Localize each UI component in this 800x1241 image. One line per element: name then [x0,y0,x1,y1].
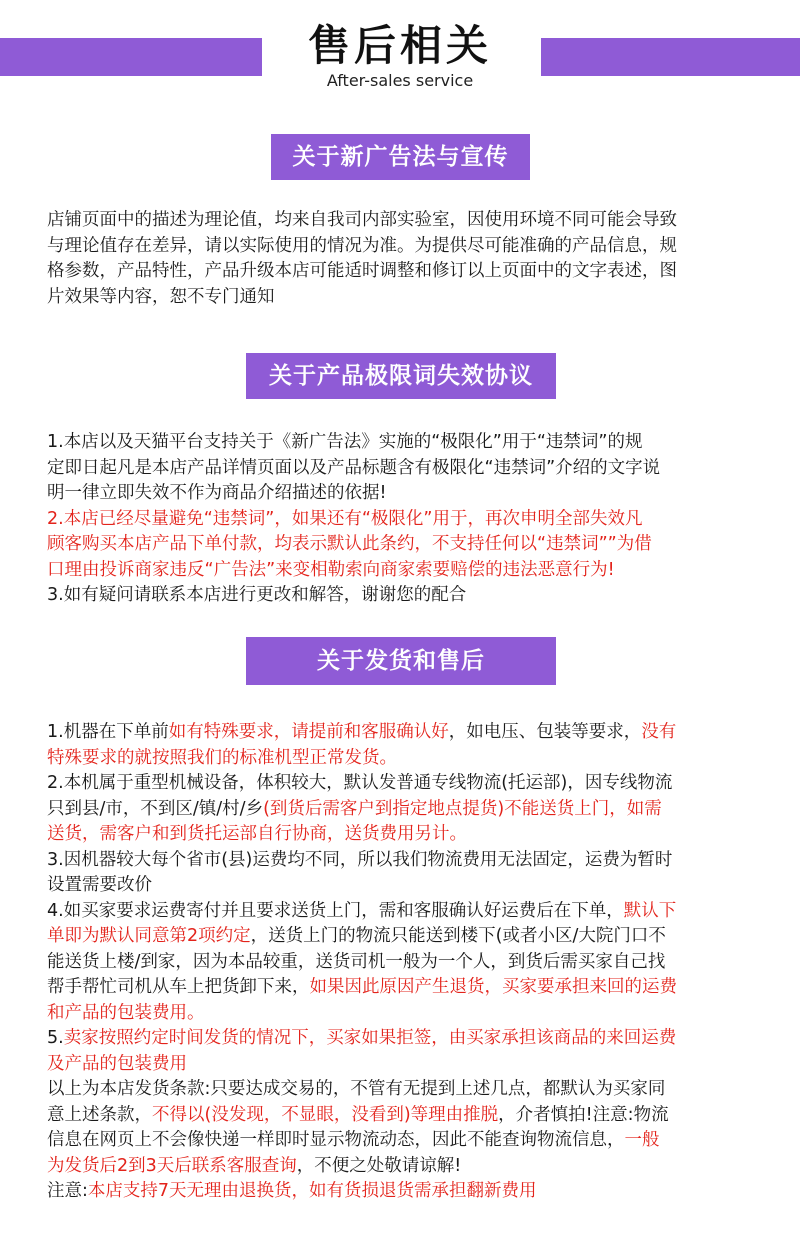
body-text: 3.如有疑问请联系本店进行更改和解答，谢谢您的配合 [47,585,467,605]
text-line [47,1154,757,1180]
text-line [47,1001,757,1027]
text-line [47,975,757,1001]
text-line: 格参数，产品特性，产品升级本店可能适时调整和修订以上页面中的文字表述，图 [47,261,677,281]
body-text: 定即日起凡是本店产品详情页面以及产品标题含有极限化“违禁词”介绍的文字说 [47,457,661,478]
text-line [47,583,757,609]
highlight-text: (到货后需客户到指定地点提货)不能送货上门，如需 [263,798,662,819]
text-line [47,532,757,558]
highlight-text: 顾客购买本店产品下单付款，均表示默认此条约，不支持任何以“违禁词””为借 [47,534,652,554]
body-text: ，不便之处敬请谅解! [296,1155,462,1176]
text-line [47,899,757,925]
text-line [47,797,757,823]
text-line [47,1128,757,1154]
text-line [47,1103,757,1129]
body-text: 2.本机属于重型机械设备，体积较大，默认发普通专线物流(托运部)，因专线物流 [47,773,673,793]
highlight-text: 口理由投诉商家违反“广告法”来变相勒索向商家索要赔偿的违法恶意行为! [47,559,615,580]
highlight-text: 一般 [624,1130,660,1150]
highlight-text: 及产品的包装费用 [47,1053,187,1074]
highlight-text: 送货，需客户和到货托运部自行协商，送货费用另计。 [47,824,467,844]
body-text: 1.机器在下单前 [47,722,169,742]
section-body-extreme-words [47,430,757,609]
text-line [47,507,757,533]
body-text: 5. [47,1028,64,1048]
highlight-text: 2.本店已经尽量避免“违禁词”，如果还有“极限化”用于，再次申明全部失效凡 [47,508,643,529]
text-line [47,873,757,899]
text-line: 与理论值存在差异，请以实际使用的情况为准。为提供尽可能准确的产品信息，规 [47,235,677,256]
section-heading-shipping-aftersales: 关于发货和售后 [246,637,556,685]
body-text: 设置需要改价 [47,875,152,895]
highlight-text: 为发货后2到3天后联系客服查询 [47,1155,297,1176]
section-body-shipping-aftersales [47,720,757,1205]
highlight-text: 默认下 [623,900,677,921]
section-heading-advertising-law: 关于新广告法与宣传 [271,134,530,180]
body-text: 意上述条款， [47,1104,152,1125]
section-heading-extreme-words: 关于产品极限词失效协议 [246,353,556,399]
body-text: ，如电压、包装等要求， [448,722,642,742]
highlight-text: 如果因此原因产生退货，买家要承担来回的运费 [309,977,677,997]
body-text: 1.本店以及天猫平台支持关于《新广告法》实施的“极限化”用于“违禁词”的规 [47,432,643,452]
text-line [47,771,757,797]
text-line: 店铺页面中的描述为理论值，均来自我司内部实验室，因使用环境不同可能会导致 [47,210,677,230]
text-line [47,430,757,456]
body-text: 信息在网页上不会像快递一样即时显示物流动态，因此不能查询物流信息， [47,1130,625,1150]
highlight-text: 本店支持7天无理由退换货，如有货损退货需承担翻新费用 [87,1181,537,1201]
page-title: 售后相关 [307,21,492,70]
highlight-text: 不得以(没发现，不显眼，没看到)等理由推脱 [152,1104,499,1125]
text-line: 片效果等内容，恕不专门通知 [47,286,275,307]
text-line [47,720,757,746]
page-subtitle: After-sales service [326,71,474,90]
highlight-text: 和产品的包装费用。 [47,1002,205,1023]
body-text: 只到县/市，不到区/镇/村/乡 [47,798,264,819]
body-text: 帮手帮忙司机从车上把货卸下来， [47,977,310,997]
body-text: ，介者慎拍!注意:物流 [498,1104,669,1125]
section-body-advertising-law [47,208,757,310]
body-text: ，送货上门的物流只能送到楼下(或者小区/大院门口不 [250,926,666,946]
highlight-text: 单即为默认同意第2项约定 [47,926,251,946]
highlight-text: 如有特殊要求，请提前和客服确认好 [168,722,449,742]
body-text: 3.因机器较大每个省市(县)运费均不同，所以我们物流费用无法固定，运费为暂时 [47,849,673,870]
text-line [47,1026,757,1052]
body-text: 以上为本店发货条款:只要达成交易的，不管有无提到上述几点，都默认为买家同 [47,1079,666,1099]
highlight-text: 没有 [641,722,677,742]
text-line [47,558,757,584]
highlight-text: 特殊要求的就按照我们的标准机型正常发货。 [47,747,397,768]
highlight-text: 卖家按照约定时间发货的情况下，买家如果拒签，由买家承担该商品的来回运费 [63,1028,677,1048]
text-line [47,924,757,950]
text-line [47,1077,757,1103]
text-line [47,746,757,772]
text-line [47,1052,757,1078]
text-line [47,1179,757,1205]
body-text: 能送货上楼/到家，因为本品较重，送货司机一般为一个人，到货后需买家自己找 [47,951,666,972]
body-text: 注意: [47,1181,88,1201]
text-line [47,481,757,507]
text-line [47,822,757,848]
text-line [47,950,757,976]
text-line [47,456,757,482]
body-text: 明一律立即失效不作为商品介绍描述的依据! [47,483,387,503]
text-line [47,848,757,874]
body-text: 4.如买家要求运费寄付并且要求送货上门，需和客服确认好运费后在下单， [47,900,624,921]
